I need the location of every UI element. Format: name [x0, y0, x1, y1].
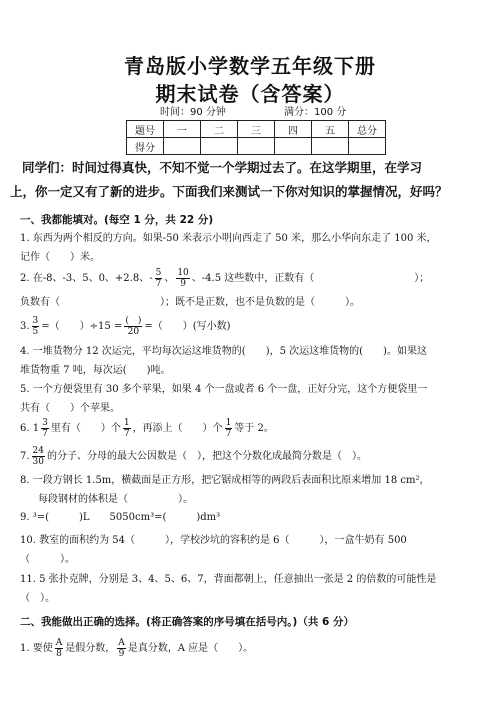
- denominator: 8: [56, 649, 62, 659]
- question-11-line-2: （ ）。: [20, 593, 55, 604]
- denominator: 20: [127, 327, 140, 337]
- numerator: 10: [177, 268, 189, 278]
- score-cell[interactable]: [238, 138, 275, 155]
- fraction: [124, 316, 142, 337]
- question-5-line-2: 共有（ ）个苹果。: [20, 403, 120, 414]
- numerator: 3: [42, 418, 48, 428]
- score-cell[interactable]: [312, 138, 349, 155]
- score-cell[interactable]: [201, 138, 238, 155]
- question-5: [20, 380, 482, 418]
- numerator: 5: [155, 268, 162, 278]
- fraction: [32, 446, 45, 467]
- denominator: 7: [42, 429, 48, 439]
- exam-title: 青岛版小学数学五年级下册: [124, 54, 376, 78]
- score-table: [126, 120, 386, 155]
- numerator: A: [118, 638, 125, 648]
- score-header-cell: 三: [238, 121, 275, 138]
- question-2-1: [20, 638, 482, 659]
- numerator: ( ): [125, 316, 142, 326]
- question-2-1-text-a: 1. 要使: [20, 643, 53, 654]
- question-3-text-b: =（ ）÷15 =: [41, 321, 123, 332]
- score-cell[interactable]: [349, 138, 386, 155]
- score-header-cell: 四: [275, 121, 312, 138]
- numerator: 1: [123, 418, 130, 428]
- intro-line-2: 上，你一定又有了新的进步。下面我们来测试一下你对知识的掌握情况，好吗？: [10, 184, 448, 199]
- score-row-label: 得分: [127, 138, 164, 155]
- fraction: [32, 316, 40, 337]
- question-4-line-1: 4. 一堆货物分 12 次运完，平均每次运这堆货物的( )，5 次运这堆货物的( )。如果这: [20, 346, 427, 357]
- fraction: [41, 418, 49, 439]
- question-10: [20, 531, 482, 569]
- score-table-score-row: [127, 138, 386, 155]
- score-header-cell: 五: [312, 121, 349, 138]
- question-1-line-2: 记作（ ）米。: [20, 252, 100, 263]
- question-1: [20, 229, 482, 267]
- numerator: A: [55, 638, 63, 648]
- question-9: 9. ³=( )L 5050cm³=( )dm³: [20, 512, 221, 523]
- section-2-title: 二、我能做出正确的选择。(将正确答案的序号填在括号内。)（共 6 分）: [20, 616, 354, 628]
- question-2-line-1: [20, 268, 482, 289]
- question-6-text-d: 等于 2。: [234, 423, 274, 434]
- fraction: [123, 418, 131, 439]
- question-2-text-b: 、-4.5 这些数中，正数有（ ）；: [191, 273, 430, 284]
- question-6-text-a: 6. 1: [20, 423, 40, 434]
- denominator: 7: [123, 429, 130, 439]
- denominator: 9: [118, 649, 125, 659]
- question-2: [20, 268, 482, 312]
- fraction: [155, 268, 163, 289]
- question-5-line-1: 5. 一个方便袋里有 30 多个苹果，如果 4 个一盘或者 6 个一盘，正好分完，这个方便袋里一: [20, 384, 428, 395]
- question-6-text-c: ，再添上（ ）个: [132, 423, 223, 434]
- denominator: 30: [32, 457, 44, 467]
- question-4-line-2: 堆货物重 7 吨，每次运( )吨。: [20, 365, 171, 376]
- question-2-1-text-b: 是假分数，: [65, 643, 116, 654]
- question-7-text-b: 的分子、分母的最大公因数是（ ），把这个分数化成最简分数是（ ）。: [47, 451, 367, 462]
- question-1-line-1: 1. 东西为两个相反的方向。如果-50 米表示小明向西走了 50 米，那么小华向东走了 100 米，: [20, 233, 437, 244]
- question-8-line-2: 每段钢材的体积是（ ）。: [38, 494, 193, 505]
- score-header-cell: 题号: [127, 121, 164, 138]
- question-3-text-a: 3.: [20, 321, 30, 332]
- numerator: 1: [225, 418, 232, 428]
- question-6: [20, 418, 482, 439]
- question-2-1-text-c: 是真分数，A 应是（ ）。: [127, 643, 254, 654]
- fraction: [176, 268, 189, 289]
- question-10-line-1: 10. 教室的面积约为 54（ ），学校沙坑的容积约是 6（ ），一盒牛奶有 500: [20, 535, 407, 546]
- question-6-text-b: 里有（ ）个: [50, 423, 121, 434]
- score-header-cell: 总分: [349, 121, 386, 138]
- question-8: [20, 471, 482, 509]
- score-header-cell: 一: [164, 121, 201, 138]
- question-11: [20, 570, 482, 608]
- numerator: 3: [32, 316, 39, 326]
- question-2-text-a: 2. 在-8、-3、5、0、+2.8、-: [20, 273, 153, 284]
- separator: 、: [164, 273, 175, 284]
- question-8-line-1: 8. 一段方钢长 1.5m，横截面是正方形，把它锯成相等的两段后表面积比原来增加 18 cm²，: [20, 475, 430, 486]
- question-7-text-a: 7.: [20, 451, 30, 462]
- intro-line-1: 同学们：时间过得真快，不知不觉一个学期过去了。在这学期里，在学习: [22, 160, 423, 175]
- fraction: [225, 418, 233, 439]
- section-1-title: 一、我都能填对。(每空 1 分，共 22 分): [20, 214, 214, 226]
- question-3-text-c: =（ ）(写小数): [144, 321, 231, 332]
- exam-subtitle: 期末试卷（含答案）: [155, 82, 345, 106]
- denominator: 7: [225, 429, 232, 439]
- denominator: 9: [180, 279, 186, 289]
- question-7: [20, 446, 482, 467]
- denominator: 7: [155, 279, 162, 289]
- score-table-header-row: [127, 121, 386, 138]
- numerator: 24: [32, 446, 44, 456]
- fraction: [55, 638, 64, 659]
- exam-time: 时间：90 分钟: [160, 107, 226, 118]
- question-11-line-1: 11. 5 张扑克牌，分别是 3、4、5、6、7，背面都朝上，任意抽出一张是 2 的倍数的可能性是: [20, 574, 437, 585]
- denominator: 5: [32, 327, 39, 337]
- score-cell[interactable]: [164, 138, 201, 155]
- score-cell[interactable]: [275, 138, 312, 155]
- question-4: [20, 342, 482, 380]
- exam-full-score: 满分：100 分: [284, 107, 347, 118]
- question-10-line-2: （ ）。: [20, 554, 75, 565]
- question-3: [20, 316, 482, 337]
- question-2-line-2: 负数有（ ）；既不是正数，也不是负数的是（ ）。: [20, 297, 360, 308]
- fraction: [117, 638, 126, 659]
- score-header-cell: 二: [201, 121, 238, 138]
